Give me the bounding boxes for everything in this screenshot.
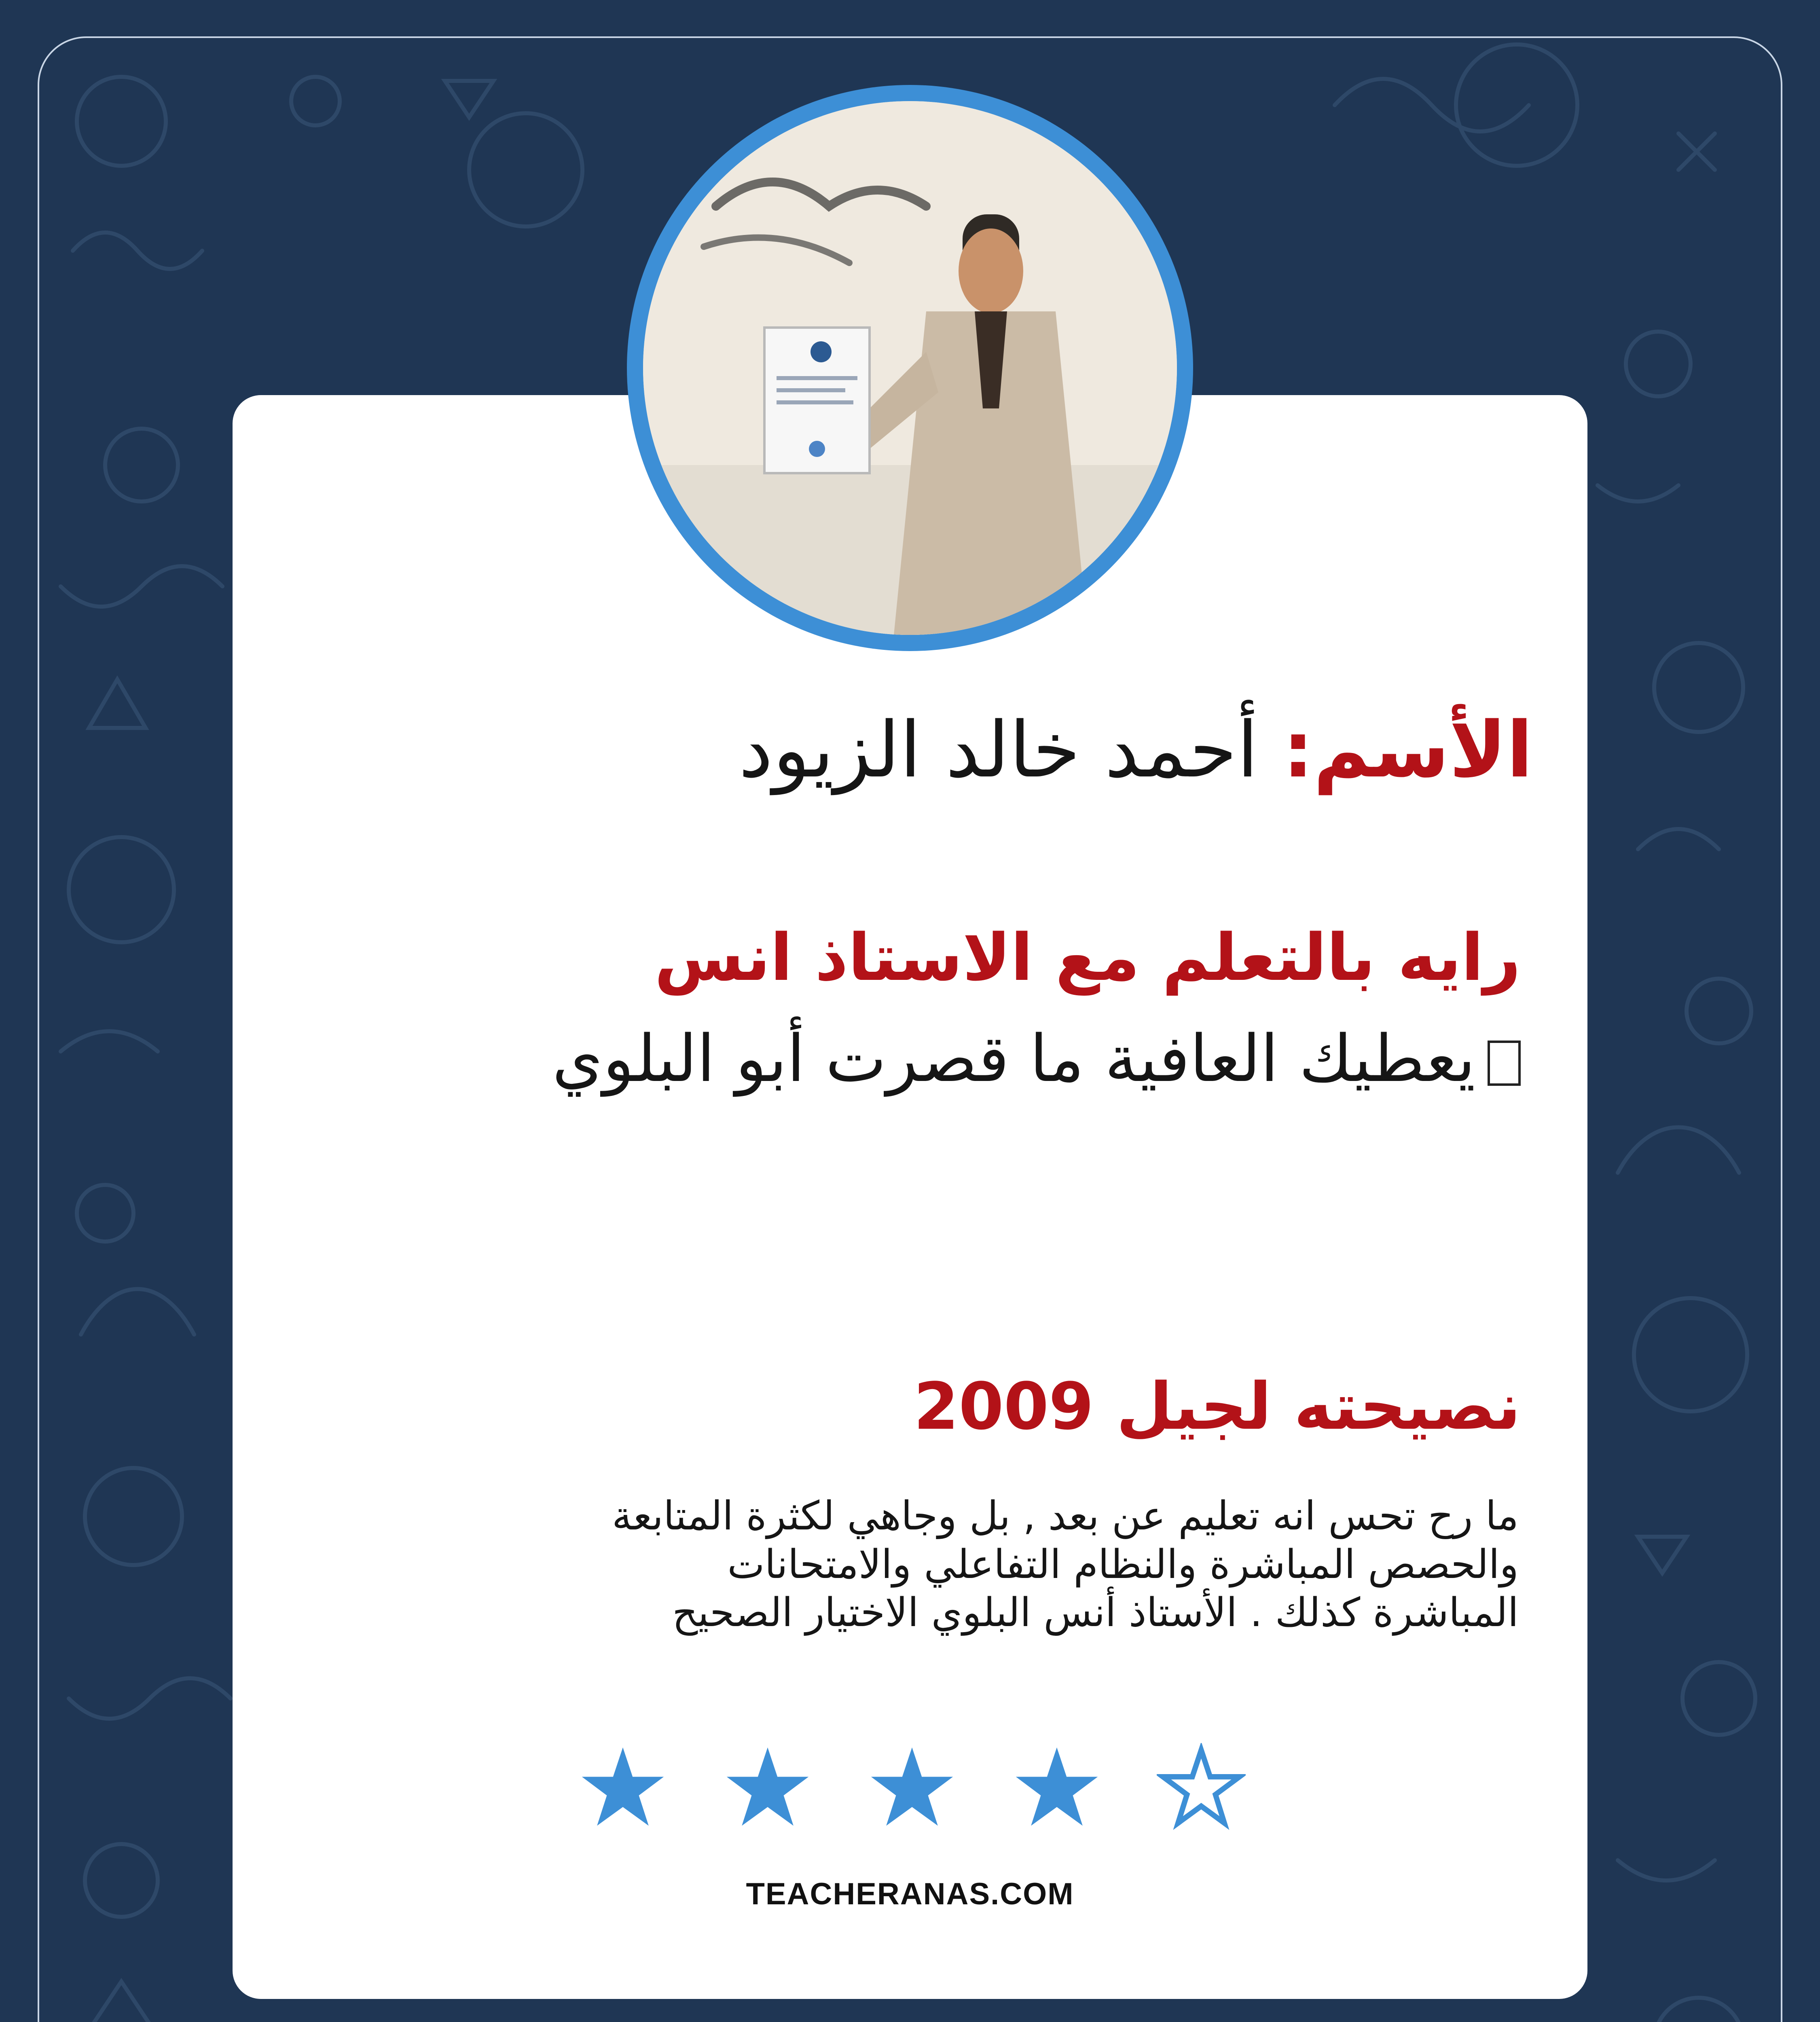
star-filled-icon <box>723 1743 812 1832</box>
student-name-line <box>739 705 1533 795</box>
missing-glyph-icon <box>1488 1041 1521 1086</box>
star-filled-icon <box>868 1743 957 1832</box>
opinion-text: يعطيك العافية ما قصرت أبو البلوي <box>552 1021 1475 1096</box>
advice-line: المباشرة كذلك . الأستاذ أنس البلوي الاختيار الصحيح <box>672 1590 1519 1636</box>
advice-line: ما رح تحس انه تعليم عن بعد , بل وجاهي لكثرة المتابعة <box>612 1493 1519 1539</box>
student-name: أحمد خالد الزيود <box>739 705 1259 795</box>
website-link[interactable]: TEACHERANAS.COM <box>746 1877 1074 1911</box>
star-filled-icon <box>1012 1743 1101 1832</box>
avatar-photo-illustration <box>643 101 1177 635</box>
advice-text <box>386 1492 1519 1637</box>
avatar <box>643 101 1177 635</box>
name-label: الأسم: <box>1282 705 1533 795</box>
star-rating <box>578 1739 1246 1836</box>
opinion-title: رايه بالتعلم مع الاستاذ انس <box>654 920 1521 995</box>
star-outline-icon <box>1157 1743 1246 1832</box>
advice-title: نصيحته لجيل 2009 <box>914 1368 1521 1444</box>
advice-line: والحصص المباشرة والنظام التفاعلي والامتحانات <box>727 1541 1519 1588</box>
opinion-text-line <box>552 1023 1521 1094</box>
star-filled-icon <box>578 1743 667 1832</box>
